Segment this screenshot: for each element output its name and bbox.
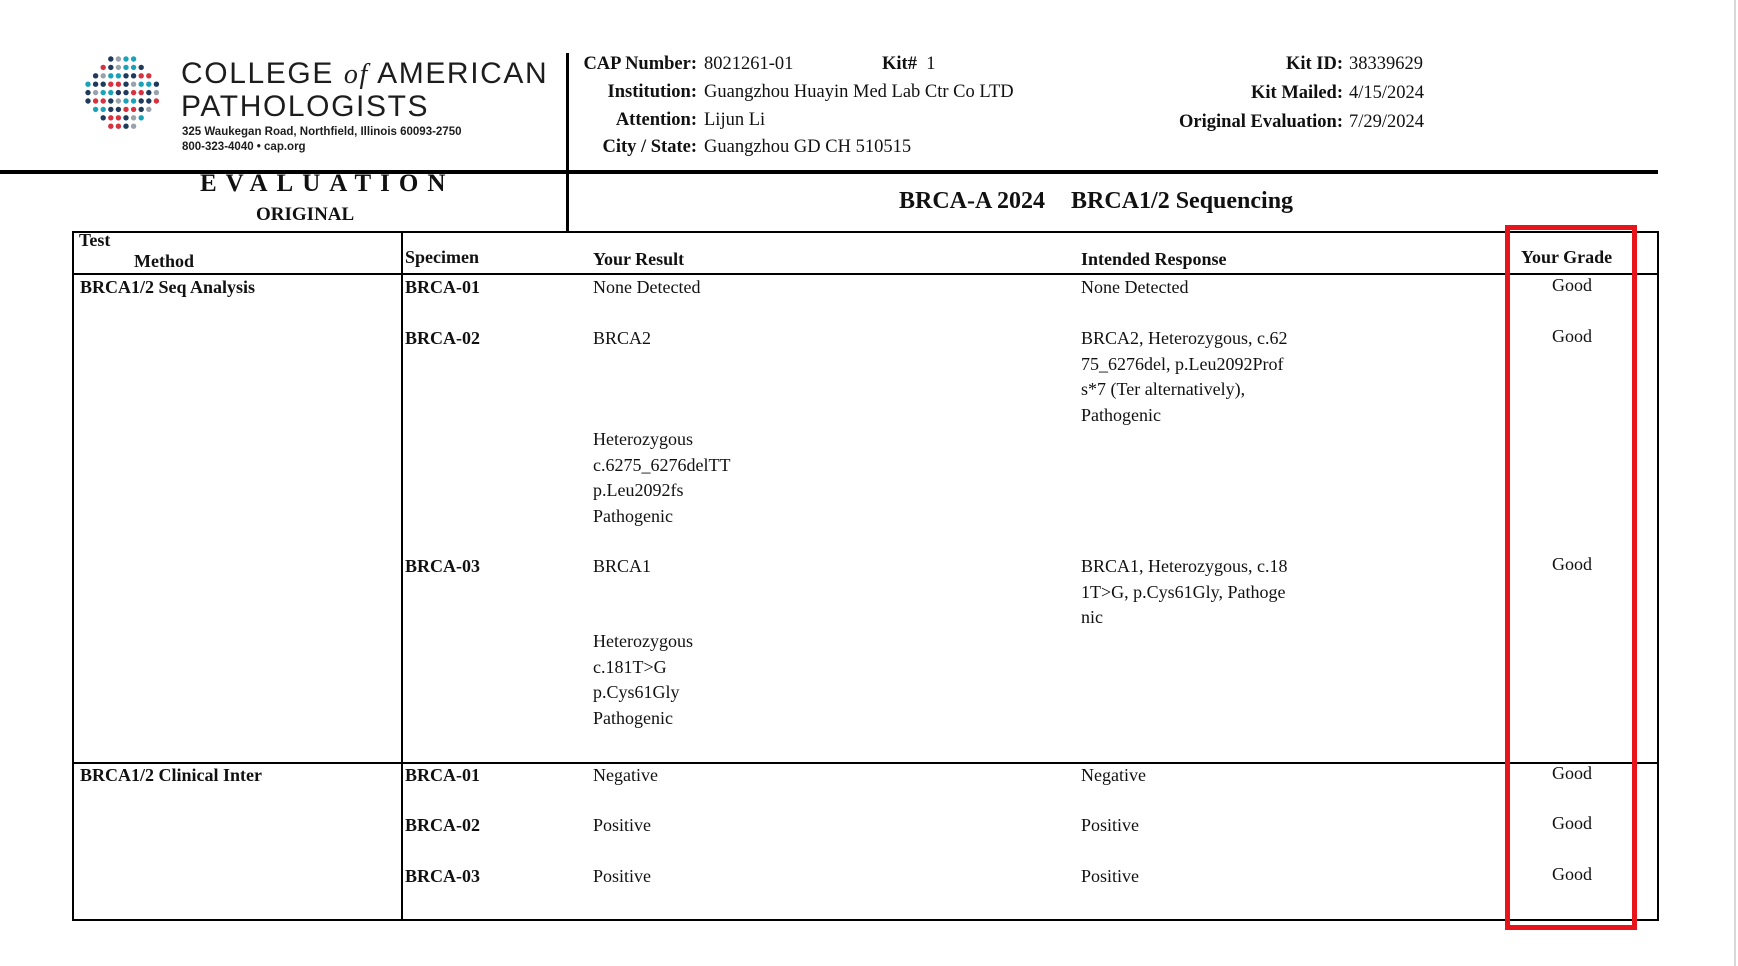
original-evaluation-value: 7/29/2024: [1349, 112, 1425, 132]
intended-cell: BRCA1, Heterozygous, c.18 1T>G, p.Cys61Gly, Pathoge nic: [1081, 556, 1288, 627]
table-header-rule: [72, 273, 1659, 275]
result-cell: BRCA1: [593, 556, 652, 576]
table-group-rule: [72, 762, 1659, 764]
grade-cell: Good: [1552, 554, 1592, 574]
header-specimen: Specimen: [405, 247, 479, 267]
attention-value: Lijun Li: [704, 110, 766, 130]
institution-label: Institution:: [607, 82, 697, 102]
header-your-result: Your Result: [593, 249, 685, 269]
city-state-value: Guangzhou GD CH 510515: [704, 137, 912, 157]
result-cell: BRCA2: [593, 328, 652, 348]
specimen-cell: BRCA-02: [405, 328, 480, 348]
intended-cell: BRCA2, Heterozygous, c.62 75_6276del, p.Leu2092Prof s*7 (Ter alternatively), Pathogenic: [1081, 328, 1288, 425]
kit-mailed-value: 4/15/2024: [1349, 83, 1425, 103]
kit-id-value: 38339629: [1349, 54, 1423, 74]
organization-address: 325 Waukegan Road, Northfield, Illinois 60093-2750 800-323-4040 • cap.org: [182, 126, 462, 153]
grade-cell: Good: [1552, 813, 1592, 833]
cap-number-value: 8021261-01: [704, 54, 794, 74]
specimen-cell: BRCA-02: [405, 815, 480, 835]
specimen-cell: BRCA-03: [405, 866, 480, 886]
result-cell: None Detected: [593, 277, 701, 297]
intended-cell: Positive: [1081, 815, 1140, 835]
cap-logo-dots-icon: [84, 55, 164, 130]
header-divider: [566, 53, 569, 233]
cap-number-label: CAP Number:: [583, 54, 697, 74]
test-method-seq-analysis: BRCA1/2 Seq Analysis: [80, 277, 256, 297]
specimen-cell: BRCA-01: [405, 765, 480, 785]
result-detail-cell: Heterozygous c.6275_6276delTT p.Leu2092fs Pathogenic: [593, 429, 731, 526]
attention-label: Attention:: [615, 110, 697, 130]
kit-number: Kit# 1: [882, 54, 936, 74]
intended-cell: Negative: [1081, 765, 1146, 785]
specimen-cell: BRCA-03: [405, 556, 480, 576]
grade-column-highlight: [1505, 225, 1637, 930]
result-cell: Positive: [593, 815, 652, 835]
institution-value: Guangzhou Huayin Med Lab Ctr Co LTD: [704, 82, 1014, 102]
result-detail-cell: Heterozygous c.181T>G p.Cys61Gly Pathogenic: [593, 631, 693, 728]
grade-cell: Good: [1552, 864, 1592, 884]
kit-mailed-label: Kit Mailed:: [1251, 83, 1343, 103]
grade-cell: Good: [1552, 326, 1592, 346]
grade-cell: Good: [1552, 275, 1592, 295]
kit-id-label: Kit ID:: [1285, 54, 1343, 74]
table-column-rule: [401, 231, 403, 921]
organization-name: COLLEGE of AMERICAN PATHOLOGISTS: [181, 57, 549, 123]
evaluation-title: EVALUATION: [200, 170, 455, 197]
survey-title: BRCA-A 2024 BRCA1/2 Sequencing: [899, 188, 1294, 214]
result-cell: Negative: [593, 765, 658, 785]
header-test: Test: [79, 230, 111, 250]
original-evaluation-label: Original Evaluation:: [1179, 112, 1343, 132]
intended-cell: None Detected: [1081, 277, 1189, 297]
city-state-label: City / State:: [602, 137, 697, 157]
page-edge: [1734, 0, 1736, 966]
test-method-clinical-inter: BRCA1/2 Clinical Inter: [80, 765, 262, 785]
header-method: Method: [134, 251, 194, 271]
evaluation-subtitle: ORIGINAL: [256, 204, 355, 225]
grade-cell: Good: [1552, 763, 1592, 783]
header-your-grade: Your Grade: [1521, 247, 1613, 267]
intended-cell: Positive: [1081, 866, 1140, 886]
specimen-cell: BRCA-01: [405, 277, 480, 297]
result-cell: Positive: [593, 866, 652, 886]
results-table: [72, 231, 1659, 921]
header-intended-response: Intended Response: [1081, 249, 1227, 269]
